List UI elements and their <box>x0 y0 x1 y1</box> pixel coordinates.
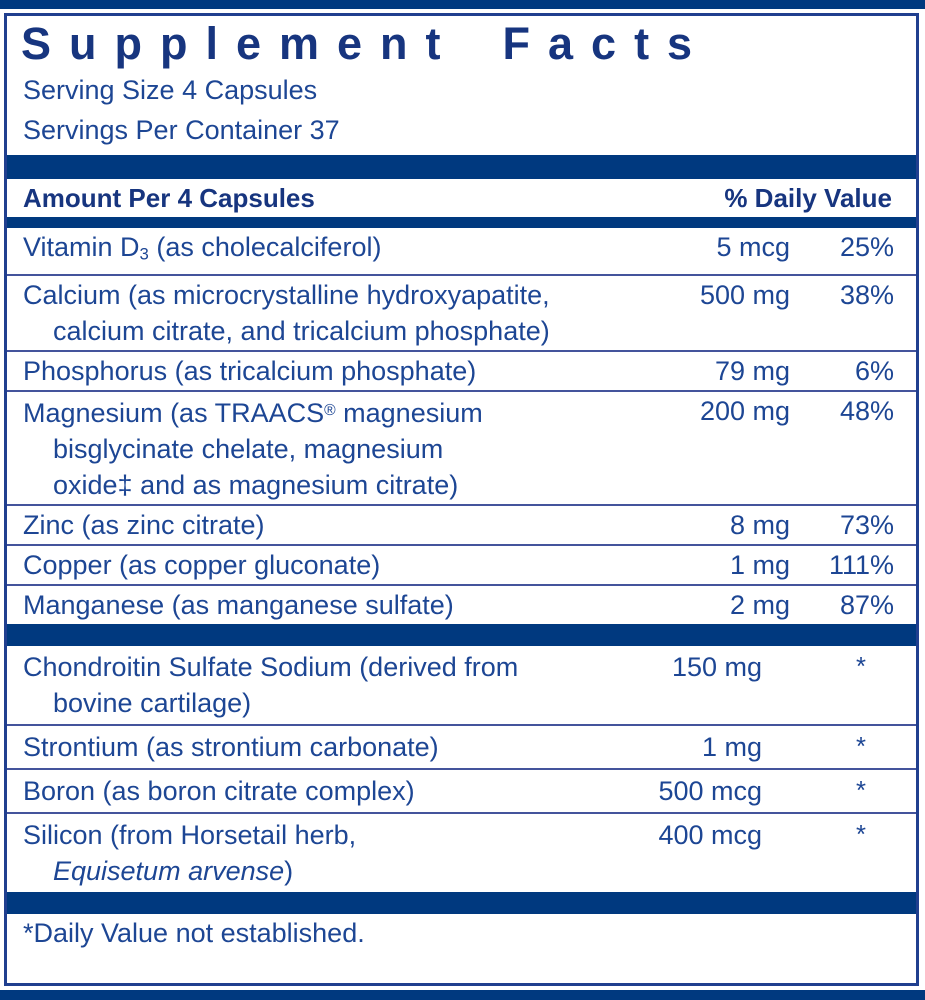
nutrient-daily-value: * <box>856 820 866 849</box>
section-divider-bar-top <box>7 155 916 179</box>
nutrient-name: Strontium (as strontium carbonate) <box>23 731 439 762</box>
nutrient-daily-value: 38% <box>839 279 894 310</box>
column-header-row <box>7 179 916 217</box>
nutrient-name: Silicon (from Horsetail herb, Equisetum arvense) <box>23 819 357 886</box>
nutrient-amount: 5 mcg <box>716 232 790 263</box>
nutrient-daily-value: * <box>856 652 866 681</box>
table-row <box>7 726 916 770</box>
nutrient-amount: 1 mg <box>701 731 762 762</box>
daily-value-footnote: *Daily Value not established. <box>23 917 365 948</box>
panel-title: Supplement Facts <box>21 18 711 69</box>
table-row <box>7 586 916 624</box>
daily-value-column-header: % Daily Value <box>724 183 892 214</box>
table-row <box>7 814 916 892</box>
section-divider-bar-bottom <box>7 892 916 914</box>
table-row <box>7 546 916 586</box>
nutrient-name: Chondroitin Sulfate Sodium (derived from bovine cartilage) <box>23 651 519 718</box>
amount-column-header: Amount Per 4 Capsules <box>23 183 315 214</box>
nutrient-amount: 79 mg <box>714 355 790 386</box>
nutrient-name: Calcium (as microcrystalline hydroxyapatite, calcium citrate, and tricalcium phosphate) <box>23 279 550 346</box>
nutrient-amount: 8 mg <box>729 509 790 540</box>
bottom-edge-bar <box>0 990 925 1000</box>
serving-size-text: Serving Size 4 Capsules <box>23 75 318 106</box>
nutrient-amount: 500 mg <box>699 279 790 310</box>
nutrient-name: Vitamin $D_3$ (as cholecalciferol) <box>23 232 382 264</box>
nutrient-daily-value: 48% <box>839 395 894 426</box>
nutrient-amount: 2 mg <box>729 589 790 620</box>
nutrient-daily-value: 111% <box>828 549 894 580</box>
nutrient-name: Phosphorus (as tricalcium phosphate) <box>23 355 477 386</box>
nutrient-daily-value: * <box>856 776 866 805</box>
table-row <box>7 646 916 726</box>
nutrient-rows-main <box>7 228 916 624</box>
nutrient-name: Zinc (as zinc citrate) <box>23 509 265 540</box>
header-underline-bar <box>7 217 916 228</box>
table-row <box>7 506 916 546</box>
table-row <box>7 276 916 352</box>
table-row <box>7 352 916 392</box>
nutrient-name: Magnesium (as TRAACS® magnesium bisglycinate chelate, magnesium oxide‡ and as magnesium citrate) <box>23 397 483 500</box>
nutrient-amount: 200 mg <box>699 395 790 426</box>
nutrient-name: Manganese (as manganese sulfate) <box>23 589 454 620</box>
servings-per-container-text: Servings Per Container 37 <box>23 115 340 146</box>
nutrient-amount: 1 mg <box>729 549 790 580</box>
supplement-facts-panel <box>4 13 919 986</box>
section-divider-bar-middle <box>7 624 916 646</box>
nutrient-daily-value: 73% <box>839 509 894 540</box>
nutrient-daily-value: 25% <box>839 232 894 263</box>
top-edge-bar <box>0 0 925 9</box>
nutrient-daily-value: * <box>856 732 866 761</box>
nutrient-daily-value: 87% <box>839 589 894 620</box>
nutrient-name: Boron (as boron citrate complex) <box>23 775 415 806</box>
nutrient-name: Copper (as copper gluconate) <box>23 549 381 580</box>
nutrient-daily-value: 6% <box>854 355 894 386</box>
nutrient-amount: 400 mcg <box>658 819 762 850</box>
nutrient-amount: 500 mcg <box>658 775 762 806</box>
table-row <box>7 392 916 506</box>
nutrient-rows-other <box>7 646 916 892</box>
table-row <box>7 770 916 814</box>
nutrient-amount: 150 mg <box>671 651 762 682</box>
table-row <box>7 228 916 276</box>
